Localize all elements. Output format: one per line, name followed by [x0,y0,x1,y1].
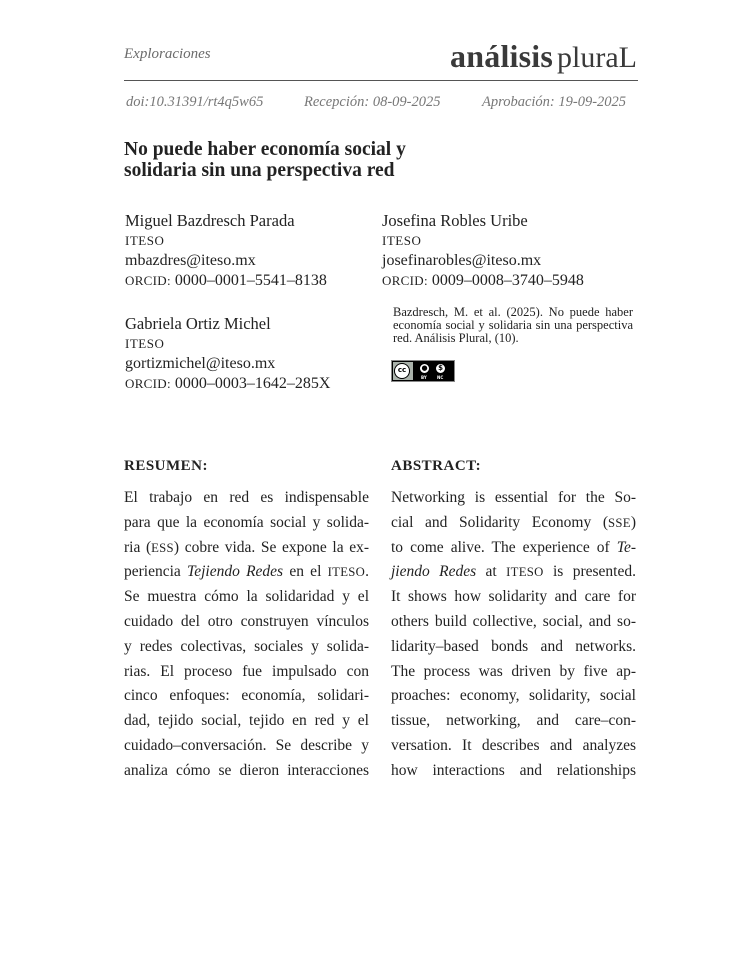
abstract-body [391,486,636,784]
author-name: Gabriela Ortiz Michel [125,314,271,333]
body-line: analiza cómo se dieron interacciones [124,761,369,779]
by-label: BY [421,375,427,380]
author-orcid [125,271,327,291]
doi: doi:10.31391/rt4q5w65 [126,94,264,110]
body-line: tissue, networking, and care–con- [391,712,636,730]
author-institution: ITESO [125,233,165,248]
author-name: Josefina Robles Uribe [382,211,528,230]
author-email[interactable]: mbazdres@iteso.mx [125,252,256,269]
acronym: SSE [608,515,631,530]
section-label: Exploraciones [124,46,211,62]
orcid-label: ORCID: [125,273,171,288]
body-line: ria (ESS) cobre vida. Se expone la ex- [124,538,369,556]
nc-label: NC [437,375,444,380]
author-orcid [125,374,330,394]
citation: Bazdresch, M. et al. (2025). No puede haber economía social y solidaria sin una perspectiva red. Análisis Plural, (10). [393,305,633,345]
body-line: cuidado–conversación. Se describe y [124,736,369,754]
body-line: It shows how solidarity and care for [391,588,636,606]
body-line: versation. It describes and analyzes [391,736,636,754]
author-institution: ITESO [125,336,165,351]
body-line: y redes colectivas, sociales y solida- [124,637,369,655]
body-line: Networking is essential for the So- [391,489,636,506]
body-line: Se muestra cómo la solidaridad y el [124,588,369,606]
author-name: Miguel Bazdresch Parada [125,211,295,230]
logo-light-text: pluraL [557,41,637,74]
body-line: cinco enfoques: economía, solidari- [124,687,369,705]
attribution-icon: ● [419,363,430,374]
abstract-heading: ABSTRACT: [391,458,482,474]
author-orcid [382,271,584,291]
italic-term: Te- [616,538,636,556]
resumen-heading: RESUMEN: [124,458,209,474]
acronym: ITESO [506,565,544,580]
resumen-body [124,486,369,784]
body-line: The process was driven by five ap- [391,662,636,680]
italic-term: Tejiendo Redes [187,563,284,581]
body-line: lidarity–based bonds and networks. [391,637,636,655]
header-rule [124,80,638,81]
orcid-value: 0009–0008–3740–5948 [431,272,584,289]
body-line: to come alive. The experience of Te- [391,538,636,556]
body-line: cial and Solidarity Economy (SSE) [391,513,636,531]
author-email[interactable]: josefinarobles@iteso.mx [382,252,542,269]
author-block [125,211,327,291]
body-line: rias. El proceso fue impulsado con [124,662,369,680]
orcid-label: ORCID: [382,273,428,288]
author-email[interactable]: gortizmichel@iteso.mx [125,355,276,372]
body-line: periencia Tejiendo Redes en el ITESO. [124,563,369,581]
body-line: how interactions and relationships [391,761,636,779]
journal-logo [450,40,637,73]
orcid-value: 0000–0001–5541–8138 [174,272,327,289]
orcid-label: ORCID: [125,376,171,391]
author-block [382,211,584,291]
logo-bold-text: análisis [450,38,554,74]
title-line: solidaria sin una perspectiva red [124,160,395,181]
body-line: dad, tejido social, tejido en red y el [124,712,369,730]
body-line: El trabajo en red es indispensable [124,489,369,506]
italic-term: jiendo Redes [391,563,477,581]
article-title [124,139,454,181]
approval-date: Aprobación: 19-09-2025 [482,94,627,110]
author-institution: ITESO [382,233,422,248]
author-block [125,314,330,394]
orcid-value: 0000–0003–1642–285X [174,375,331,392]
body-line: others build collective, social, and so- [391,612,636,630]
cc-license-badge[interactable] [391,360,455,382]
body-line: cuidado del otro construyen vínculos [124,612,369,630]
cc-icon: cc [394,363,410,379]
acronym: ITESO [327,565,366,580]
body-line: proaches: economy, solidarity, social [391,687,636,705]
noncommercial-icon: $ [435,363,446,374]
acronym: ESS [151,540,174,555]
body-line: para que la economía social y solida- [124,513,369,531]
title-line: No puede haber economía social y [124,139,406,160]
body-line: jiendo Redes at ITESO is presented. [391,563,636,581]
reception-date: Recepción: 08-09-2025 [304,94,441,110]
